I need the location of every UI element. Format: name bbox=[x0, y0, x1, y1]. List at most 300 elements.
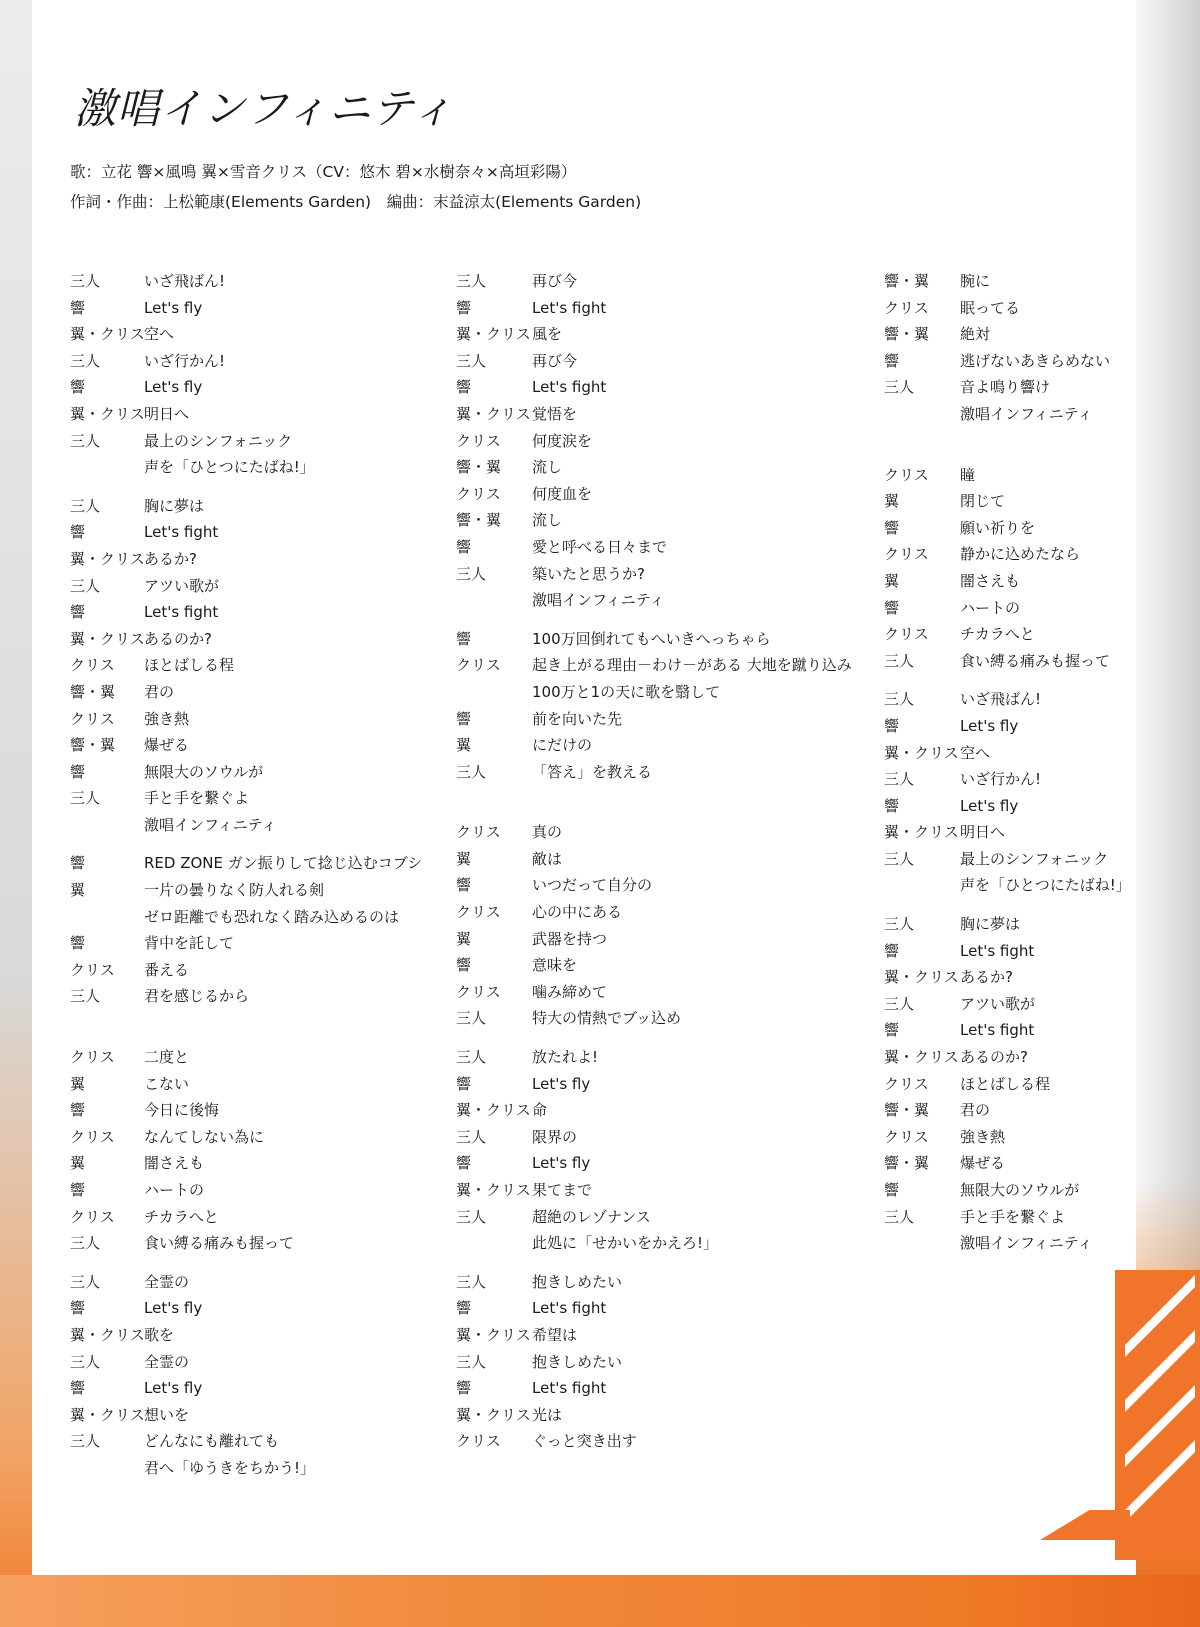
lyric-text: 闇さえも bbox=[144, 1154, 205, 1173]
lyric-line bbox=[70, 1097, 422, 1124]
lyric-line bbox=[456, 295, 852, 322]
lyric-text: 無限大のソウルが bbox=[960, 1181, 1080, 1199]
lyric-line bbox=[884, 374, 1131, 401]
speaker-label: クリス bbox=[456, 431, 501, 450]
speaker-label: 翼 bbox=[456, 849, 472, 868]
lyric-line bbox=[456, 507, 852, 534]
lyric-line bbox=[884, 766, 1131, 793]
lyric-text: Let's fly bbox=[144, 1379, 203, 1398]
lyric-text: Let's fight bbox=[532, 378, 607, 397]
stanza bbox=[456, 626, 852, 786]
speaker-label: 翼・クリス bbox=[456, 404, 531, 423]
lyric-line bbox=[70, 268, 422, 295]
speaker-label: 翼 bbox=[456, 736, 472, 755]
speaker-label: 三人 bbox=[70, 272, 101, 290]
lyric-text: 声を「ひとつにたばね!」 bbox=[960, 876, 1131, 895]
lyric-line bbox=[70, 1375, 422, 1402]
lyric-line bbox=[456, 1295, 852, 1322]
speaker-label: 三人 bbox=[456, 351, 487, 370]
lyric-text: 願い祈りを bbox=[960, 518, 1036, 537]
lyric-line bbox=[884, 268, 1131, 295]
speaker-label: 三人 bbox=[70, 987, 101, 1006]
lyric-text: 食い縛る痛みも握って bbox=[960, 651, 1111, 670]
lyric-line bbox=[884, 872, 1131, 899]
speaker-label: 翼・クリス bbox=[456, 1101, 531, 1120]
lyric-text: 再び今 bbox=[532, 351, 578, 370]
lyric-text: 歌を bbox=[144, 1325, 175, 1344]
speaker-label: 翼・クリス bbox=[456, 1181, 531, 1199]
lyric-text: 強き熱 bbox=[144, 709, 190, 728]
lyric-line bbox=[456, 374, 852, 401]
page-left-edge bbox=[0, 0, 32, 1627]
lyric-line bbox=[70, 493, 422, 520]
lyric-text: 手と手を繋ぐよ bbox=[144, 789, 250, 808]
lyric-text: 果てまで bbox=[532, 1181, 593, 1199]
lyric-line bbox=[70, 1349, 422, 1376]
speaker-label: 響 bbox=[70, 1299, 86, 1318]
writers-credit: 作詞・作曲：上松範康(Elements Garden) 編曲：末益涼太(Elements Garden) bbox=[70, 193, 642, 211]
speaker-label: 響 bbox=[70, 762, 86, 781]
lyric-line bbox=[456, 952, 852, 979]
speaker-label: 翼・クリス bbox=[884, 743, 959, 762]
lyric-line bbox=[456, 926, 852, 953]
stanza-gap bbox=[70, 481, 422, 493]
speaker-label: 響 bbox=[456, 1074, 472, 1093]
lyric-text: 敵は bbox=[532, 849, 563, 868]
lyric-text: 音よ鳴り響け bbox=[960, 378, 1051, 397]
speaker-label: 三人 bbox=[456, 1009, 487, 1028]
lyric-line bbox=[456, 1349, 852, 1376]
stanza bbox=[456, 1044, 852, 1257]
speaker-label: 響 bbox=[456, 298, 472, 317]
speaker-label: クリス bbox=[70, 1207, 115, 1226]
lyric-line bbox=[456, 626, 852, 653]
lyric-text: 愛と呼べる日々まで bbox=[532, 537, 668, 556]
lyric-text: 築いたと思うか? bbox=[532, 564, 645, 583]
lyric-text: 命 bbox=[532, 1101, 548, 1120]
lyric-text: 声を「ひとつにたばね!」 bbox=[144, 458, 315, 477]
speaker-label: 翼・クリス bbox=[456, 1405, 531, 1424]
lyric-text: チカラへと bbox=[960, 625, 1035, 644]
speaker-label: 翼・クリス bbox=[70, 1405, 145, 1424]
lyric-line bbox=[884, 1097, 1131, 1124]
lyric-line bbox=[456, 679, 852, 706]
lyric-text: 覚悟を bbox=[532, 404, 578, 423]
lyric-line bbox=[70, 374, 422, 401]
stanza-gap bbox=[456, 785, 852, 819]
speaker-label: クリス bbox=[456, 1432, 501, 1451]
lyric-text: 真の bbox=[532, 823, 563, 842]
speaker-label: 三人 bbox=[70, 576, 101, 595]
speaker-label: 響 bbox=[456, 1154, 472, 1173]
speaker-label: 響・翼 bbox=[884, 1154, 930, 1173]
lyric-line bbox=[456, 1097, 852, 1124]
speaker-label: 響 bbox=[884, 1181, 900, 1199]
stanza bbox=[884, 686, 1131, 899]
lyric-text: 腕に bbox=[960, 272, 991, 290]
speaker-label: 響・翼 bbox=[884, 325, 930, 344]
lyric-line bbox=[884, 348, 1131, 375]
lyric-text: いざ行かん! bbox=[960, 770, 1042, 789]
speaker-label: 響・翼 bbox=[70, 736, 116, 755]
lyric-text: Let's fight bbox=[144, 603, 219, 622]
speaker-label: 翼・クリス bbox=[456, 325, 531, 344]
speaker-label: 翼 bbox=[884, 492, 900, 511]
lyric-line bbox=[456, 1044, 852, 1071]
speaker-label: 響 bbox=[456, 709, 472, 728]
lyric-text: 一片の曇りなく防人れる剣 bbox=[144, 881, 325, 900]
stanza-gap bbox=[70, 1010, 422, 1044]
lyric-line bbox=[884, 321, 1131, 348]
speaker-label: 翼 bbox=[884, 571, 900, 590]
speaker-label: 翼・クリス bbox=[70, 1325, 145, 1344]
lyric-text: 前を向いた先 bbox=[532, 709, 623, 728]
lyric-line bbox=[70, 706, 422, 733]
lyric-text: 全霊の bbox=[144, 1272, 190, 1291]
lyric-text: 希望は bbox=[532, 1325, 578, 1344]
speaker-label: クリス bbox=[456, 484, 501, 503]
lyric-line bbox=[884, 1017, 1131, 1044]
lyric-line bbox=[70, 626, 422, 653]
lyric-text: 抱きしめたい bbox=[532, 1352, 623, 1371]
stanza-gap bbox=[70, 1257, 422, 1269]
lyric-line bbox=[884, 515, 1131, 542]
lyric-text: 空へ bbox=[144, 325, 175, 344]
lyric-line bbox=[70, 1402, 422, 1429]
lyric-text: 番える bbox=[144, 960, 190, 979]
lyric-line bbox=[884, 648, 1131, 675]
lyric-text: Let's fly bbox=[144, 298, 203, 317]
stanza bbox=[884, 268, 1131, 428]
stanza bbox=[456, 819, 852, 1032]
speaker-label: 響 bbox=[456, 1379, 472, 1398]
lyric-text: ハートの bbox=[960, 598, 1021, 617]
speaker-label: クリス bbox=[884, 1127, 929, 1146]
speaker-label: 響 bbox=[884, 1021, 900, 1040]
speaker-label: 三人 bbox=[456, 1352, 487, 1371]
stanza-gap bbox=[70, 838, 422, 850]
lyric-line bbox=[70, 454, 422, 481]
lyric-line bbox=[70, 957, 422, 984]
lyric-line bbox=[456, 1071, 852, 1098]
lyric-text: 激唱インフィニティ bbox=[532, 591, 665, 610]
lyric-text: Let's fly bbox=[960, 716, 1019, 735]
speaker-label: クリス bbox=[884, 1074, 929, 1093]
lyric-text: 爆ぜる bbox=[960, 1154, 1006, 1173]
stanza-gap bbox=[884, 674, 1131, 686]
speaker-label: クリス bbox=[456, 903, 501, 922]
lyric-text: 特大の情熱でブッ込め bbox=[532, 1009, 681, 1028]
speaker-label: クリス bbox=[456, 656, 501, 675]
lyric-line bbox=[456, 732, 852, 759]
lyric-line bbox=[884, 1150, 1131, 1177]
lyric-line bbox=[70, 904, 422, 931]
lyric-line bbox=[456, 1230, 852, 1257]
speaker-label: 響 bbox=[456, 1299, 472, 1318]
stanza bbox=[456, 1269, 852, 1455]
lyric-text: 爆ぜる bbox=[144, 736, 190, 755]
speaker-label: 三人 bbox=[884, 770, 915, 789]
speaker-label: 三人 bbox=[884, 849, 915, 868]
lyric-line bbox=[884, 488, 1131, 515]
lyric-line bbox=[70, 1071, 422, 1098]
lyric-text: 武器を持つ bbox=[532, 929, 608, 948]
lyric-text: 君を感じるから bbox=[144, 987, 250, 1006]
lyric-line bbox=[70, 1269, 422, 1296]
lyric-text: 明日へ bbox=[960, 823, 1006, 842]
lyric-text: 君の bbox=[144, 682, 175, 701]
lyric-text: あるのか? bbox=[960, 1048, 1028, 1067]
lyric-line bbox=[70, 1295, 422, 1322]
lyric-line bbox=[884, 595, 1131, 622]
speaker-label: クリス bbox=[70, 960, 115, 979]
speaker-label: 響・翼 bbox=[884, 272, 930, 290]
lyric-text: いざ飛ばん! bbox=[960, 690, 1042, 709]
lyric-text: 闇さえも bbox=[960, 571, 1021, 590]
stanza-gap bbox=[456, 1257, 852, 1269]
lyric-text: Let's fly bbox=[960, 796, 1019, 815]
speaker-label: 三人 bbox=[70, 1432, 101, 1451]
speaker-label: クリス bbox=[884, 545, 929, 564]
speaker-label: 三人 bbox=[456, 1207, 487, 1226]
lyric-text: 100万と1の天に歌を翳して bbox=[532, 682, 721, 701]
lyric-line bbox=[456, 481, 852, 508]
lyric-line bbox=[884, 713, 1131, 740]
lyric-text: 最上のシンフォニック bbox=[144, 431, 293, 450]
lyric-text: 強き熱 bbox=[960, 1127, 1006, 1146]
lyric-text: 空へ bbox=[960, 743, 991, 762]
speaker-label: 響 bbox=[70, 854, 86, 873]
speaker-label: 三人 bbox=[70, 1272, 101, 1291]
lyric-line bbox=[70, 930, 422, 957]
lyric-line bbox=[884, 991, 1131, 1018]
speaker-label: 三人 bbox=[884, 915, 915, 934]
lyric-text: Let's fly bbox=[144, 378, 203, 397]
lyric-line bbox=[884, 541, 1131, 568]
lyric-line bbox=[70, 785, 422, 812]
lyric-text: RED ZONE ガン振りして捻じ込むコブシ bbox=[144, 854, 423, 873]
lyric-text: アツい歌が bbox=[960, 994, 1036, 1013]
speaker-label: 三人 bbox=[70, 431, 101, 450]
lyric-line bbox=[70, 401, 422, 428]
lyric-line bbox=[456, 268, 852, 295]
lyric-line bbox=[456, 1375, 852, 1402]
speaker-label: 三人 bbox=[884, 690, 915, 709]
speaker-label: 三人 bbox=[456, 1048, 487, 1067]
lyric-text: いつだって自分の bbox=[532, 876, 653, 895]
lyric-line bbox=[884, 686, 1131, 713]
lyric-line bbox=[884, 846, 1131, 873]
lyric-line bbox=[70, 652, 422, 679]
lyric-text: 超絶のレゾナンス bbox=[532, 1207, 651, 1226]
lyric-line bbox=[884, 793, 1131, 820]
speaker-label: 翼・クリス bbox=[70, 549, 145, 568]
lyric-line bbox=[884, 1177, 1131, 1204]
lyric-line bbox=[884, 964, 1131, 991]
lyric-line bbox=[70, 759, 422, 786]
page-bottom-edge bbox=[0, 1575, 1200, 1627]
lyric-line bbox=[70, 428, 422, 455]
lyric-text: ゼロ距離でも恐れなく踏み込めるのは bbox=[144, 907, 400, 926]
lyric-text: ほとばしる程 bbox=[960, 1074, 1051, 1093]
lyric-text: 流し bbox=[532, 458, 563, 477]
lyric-text: 閉じて bbox=[960, 492, 1006, 511]
lyric-text: チカラへと bbox=[144, 1207, 219, 1226]
lyric-line bbox=[456, 1150, 852, 1177]
lyric-text: 無限大のソウルが bbox=[144, 762, 264, 781]
lyric-line bbox=[884, 568, 1131, 595]
speaker-label: 三人 bbox=[884, 1207, 915, 1226]
speaker-label: 翼・クリス bbox=[456, 1325, 531, 1344]
lyric-text: 静かに込めたなら bbox=[960, 545, 1081, 564]
speaker-label: 三人 bbox=[456, 272, 487, 290]
stanza bbox=[884, 911, 1131, 1257]
lyric-text: 何度血を bbox=[532, 484, 593, 503]
lyric-line bbox=[456, 1005, 852, 1032]
lyric-line bbox=[884, 621, 1131, 648]
speaker-label: 三人 bbox=[456, 1272, 487, 1291]
lyric-line bbox=[456, 348, 852, 375]
speaker-label: 三人 bbox=[884, 651, 915, 670]
lyric-line bbox=[70, 877, 422, 904]
lyric-line bbox=[456, 1177, 852, 1204]
lyric-text: 放たれよ! bbox=[532, 1048, 599, 1067]
lyric-line bbox=[884, 740, 1131, 767]
lyric-line bbox=[70, 850, 422, 877]
lyric-line bbox=[456, 1402, 852, 1429]
speaker-label: 響 bbox=[70, 934, 86, 953]
speaker-label: 響 bbox=[456, 629, 472, 648]
lyric-line bbox=[70, 519, 422, 546]
stanza bbox=[70, 1044, 422, 1257]
lyric-text: 激唱インフィニティ bbox=[960, 1234, 1093, 1253]
lyric-text: 絶対 bbox=[960, 325, 991, 344]
speaker-label: 響 bbox=[70, 1181, 86, 1199]
lyric-text: Let's fight bbox=[532, 298, 607, 317]
lyric-text: 何度涙を bbox=[532, 431, 593, 450]
stanza-gap bbox=[884, 899, 1131, 911]
speaker-label: 三人 bbox=[70, 496, 101, 515]
stanza-gap bbox=[456, 1032, 852, 1044]
lyric-text: あるのか? bbox=[144, 629, 212, 648]
lyric-text: こない bbox=[144, 1074, 190, 1093]
lyric-text: ハートの bbox=[144, 1181, 205, 1199]
lyric-line bbox=[456, 454, 852, 481]
speaker-label: 翼・クリス bbox=[70, 404, 145, 423]
lyric-line bbox=[456, 846, 852, 873]
lyric-line bbox=[884, 1204, 1131, 1231]
speaker-label: クリス bbox=[70, 656, 115, 675]
speaker-label: 三人 bbox=[70, 1352, 101, 1371]
speaker-label: 響 bbox=[70, 378, 86, 397]
lyric-text: Let's fight bbox=[144, 523, 219, 542]
speaker-label: 響 bbox=[70, 1379, 86, 1398]
stanza bbox=[70, 268, 422, 481]
lyric-text: 君の bbox=[960, 1101, 991, 1120]
speaker-label: 響 bbox=[70, 603, 86, 622]
lyric-line bbox=[456, 534, 852, 561]
lyric-text: Let's fight bbox=[960, 941, 1035, 960]
lyric-text: 抱きしめたい bbox=[532, 1272, 623, 1291]
lyric-line bbox=[70, 1428, 422, 1455]
lyric-text: 激唱インフィニティ bbox=[144, 815, 277, 834]
lyric-line bbox=[456, 1322, 852, 1349]
lyric-line bbox=[70, 1150, 422, 1177]
lyric-text: 全霊の bbox=[144, 1352, 190, 1371]
lyric-line bbox=[70, 1124, 422, 1151]
lyric-line bbox=[884, 938, 1131, 965]
speaker-label: クリス bbox=[456, 823, 501, 842]
speaker-label: クリス bbox=[70, 709, 115, 728]
speaker-label: 翼・クリス bbox=[884, 968, 959, 987]
lyric-text: どんなにも離れても bbox=[144, 1432, 280, 1451]
lyric-line bbox=[456, 1124, 852, 1151]
speaker-label: 三人 bbox=[70, 789, 101, 808]
speaker-label: クリス bbox=[456, 982, 501, 1001]
lyric-text: 今日に後悔 bbox=[144, 1101, 220, 1120]
lyric-text: 手と手を繋ぐよ bbox=[960, 1207, 1066, 1226]
speaker-label: 三人 bbox=[456, 762, 487, 781]
speaker-label: 翼 bbox=[70, 1154, 86, 1173]
speaker-label: 響・翼 bbox=[456, 458, 502, 477]
lyric-text: 意味を bbox=[532, 956, 578, 975]
lyric-text: アツい歌が bbox=[144, 576, 220, 595]
lyric-line bbox=[70, 321, 422, 348]
lyric-text: 瞳 bbox=[960, 465, 976, 484]
lyric-line bbox=[70, 295, 422, 322]
speaker-label: 響 bbox=[884, 716, 900, 735]
speaker-label: 響・翼 bbox=[884, 1101, 930, 1120]
lyric-text: なんてしない為に bbox=[144, 1127, 265, 1146]
speaker-label: 響 bbox=[884, 598, 900, 617]
stanza bbox=[884, 462, 1131, 675]
lyric-text: 此処に「せかいをかえろ!」 bbox=[532, 1234, 719, 1253]
lyric-line bbox=[70, 1177, 422, 1204]
lyric-line bbox=[456, 1204, 852, 1231]
speaker-label: 翼・クリス bbox=[70, 325, 145, 344]
lyric-line bbox=[884, 462, 1131, 489]
lyric-line bbox=[70, 812, 422, 839]
speaker-label: 響 bbox=[456, 876, 472, 895]
lyric-text: ほとばしる程 bbox=[144, 656, 235, 675]
lyric-text: いざ飛ばん! bbox=[144, 272, 226, 290]
lyric-line bbox=[456, 979, 852, 1006]
lyric-line bbox=[884, 819, 1131, 846]
lyric-line bbox=[884, 1071, 1131, 1098]
lyric-line bbox=[70, 1322, 422, 1349]
lyric-text: あるか? bbox=[144, 549, 197, 568]
lyric-line bbox=[884, 1230, 1131, 1257]
lyric-line bbox=[70, 1230, 422, 1257]
lyric-text: 限界の bbox=[532, 1127, 578, 1146]
speaker-label: 響 bbox=[884, 518, 900, 537]
lyric-text: Let's fly bbox=[144, 1299, 203, 1318]
lyric-line bbox=[70, 348, 422, 375]
lyric-text: あるか? bbox=[960, 968, 1013, 987]
lyrics-column-3 bbox=[884, 268, 1131, 1257]
lyric-line bbox=[70, 983, 422, 1010]
lyric-line bbox=[884, 1124, 1131, 1151]
speaker-label: 三人 bbox=[884, 378, 915, 397]
lyric-line bbox=[70, 573, 422, 600]
speaker-label: 三人 bbox=[70, 1234, 101, 1253]
lyric-line bbox=[70, 1044, 422, 1071]
lyric-text: Let's fight bbox=[532, 1379, 607, 1398]
speaker-label: 翼・クリス bbox=[884, 1048, 959, 1067]
lyric-line bbox=[456, 587, 852, 614]
lyric-line bbox=[456, 401, 852, 428]
lyric-text: 最上のシンフォニック bbox=[960, 849, 1109, 868]
